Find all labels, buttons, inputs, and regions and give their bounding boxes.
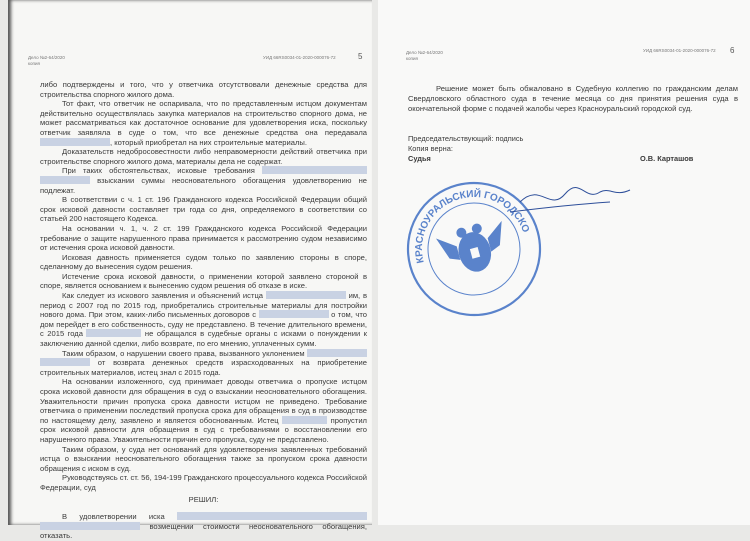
judgment-text (40, 80, 367, 541)
redaction (282, 416, 327, 424)
case-header (28, 55, 65, 67)
redaction (177, 512, 367, 520)
paragraph: Таким образом, у суда нет оснований для удовлетворения заявленных требований истца о взыскании неосновательного обогащения также за пропуском срока давности обращения с иском в суд. (40, 444, 367, 473)
judge-label: Судья (408, 154, 431, 163)
redaction (266, 291, 346, 299)
copy-label: копия (406, 56, 418, 61)
redaction (259, 310, 329, 318)
paragraph: Доказательств недобросовестности либо неправомерности действий ответчика при строительстве спорного жилого дома, материалы дела не содержат. (40, 147, 367, 166)
presiding-label: Председательствующий: подпись (408, 134, 524, 143)
paragraph: Руководствуясь ст. ст. 56, 194-199 Гражданского процессуального кодекса Российской Федерации, суд (40, 473, 367, 492)
redaction (40, 358, 90, 366)
signature-block (408, 134, 523, 164)
redaction (40, 522, 140, 530)
paragraph: Исковая давность применяется судом только по заявлению стороны в споре, сделанному до вынесения судом решения. (40, 252, 367, 272)
appeal-text: Решение может быть обжаловано в Судебную коллегию по гражданским делам Свердловского областного суда в течение месяца со дня принятия решения суда в окончательной форме с подачей жалобы через Красноуральский городской суд. (408, 84, 738, 113)
redaction (40, 176, 90, 184)
paragraph: На основании ч. 1, ч. 2 ст. 199 Гражданского кодекса Российской Федерации требование о защите нарушенного права принимается к рассмотрению судом независимо от истечения срока исковой давности. (40, 223, 367, 253)
redaction (40, 138, 110, 146)
paragraph: В соответствии с ч. 1 ст. 196 Гражданского кодекса Российской Федерации общий срок исковой давности составляет три года со дня, определяемого в соответствии со статьей 200 настоящего Кодекса. (40, 195, 367, 224)
double-headed-eagle-icon (435, 217, 513, 280)
page-number: 6 (730, 46, 735, 55)
judge-name: О.В. Карташов (640, 154, 694, 163)
case-header (406, 50, 443, 62)
paragraph: Как следует из искового заявления и объяснений истца им, в период с 2007 год по 2015 год, приобретались строительные материалы для постройки нового дома. При этом, каких-либо письменных договоров с о том, что дом перейдет в его собственность, суду не представлено. В течение длительного времени, с 2015 года не обращался в судебные органы с исками о понуждении к заключению данной сделки, либо возврате, по его мнению, уплаченных сумм. (40, 291, 367, 349)
page-number: 5 (358, 52, 363, 61)
appeal-notice (408, 84, 738, 114)
redaction (307, 349, 367, 357)
case-number: Дело №2-64/2020 (406, 50, 443, 55)
uid-label: УИД 66RS0034-01-2020-000076-72 (263, 55, 336, 60)
copy-label: копия (28, 61, 40, 66)
verdict-paragraph: В удовлетворении иска возмещении стоимости неосновательного обогащения, отказать. (40, 512, 367, 541)
case-number: Дело №2-64/2020 (28, 55, 65, 60)
paragraph: либо подтверждены и того, что у ответчика отсутствовали денежные средства для строительства спорного жилого дома. (40, 80, 367, 99)
document-page-5 (8, 0, 372, 541)
paragraph: Таким образом, о нарушении своего права, вызванного уклонением от возврата денежных средств израсходованных на приобретение строительных материалов, истец знал с 2015 года. (40, 348, 367, 377)
handwritten-signature (510, 187, 630, 212)
paragraph: При таких обстоятельствах, исковые требования взыскании суммы неосновательного обогащения удовлетворению не подлежат. (40, 166, 367, 195)
redaction (262, 166, 367, 174)
stamp-text: КРАСНОУРАЛЬСКИЙ ГОРОДСКОЙ (413, 188, 532, 265)
paragraph: Истечение срока исковой давности, о применении которой заявлено стороной в споре, является основанием к вынесению судом решения об отказе в иске. (40, 271, 367, 291)
verdict-heading: РЕШИЛ: (188, 494, 219, 504)
copy-true-label: Копия верна: (408, 144, 453, 153)
paragraph: На основании изложенного, суд принимает доводы ответчика о пропуске истцом срока исковой давности для обращения в суд о взыскании неосновательного обогащения. Уважительности причин пропуска срока давности истцом не приведено. Требование ответчика о применении последствий пропуска срока для обращения в суд в производстве по настоящему делу, заявлено и является обоснованным. Истец пропустил срок исковой давности для обращения в суд с требованиями о восстановлении его нарушенного права. Уважительности причин его пропуска, суду не представлено. (40, 377, 367, 444)
redaction (86, 329, 141, 337)
paragraph: Тот факт, что ответчик не оспаривала, что по представленным истцом документам действительно осуществлялась закупка материалов на строительство спорного дома, не может рассматриваться как достаточное основание для удовлетворения иска, поскольку ответчик заявляла в суде о том, что все денежные средства она передавала , который приобретал на них строительные материалы. (40, 99, 367, 147)
document-page-6 (378, 0, 750, 525)
uid-label: УИД 66RS0034-01-2020-000076-72 (643, 48, 716, 53)
court-seal-stamp (400, 172, 650, 327)
